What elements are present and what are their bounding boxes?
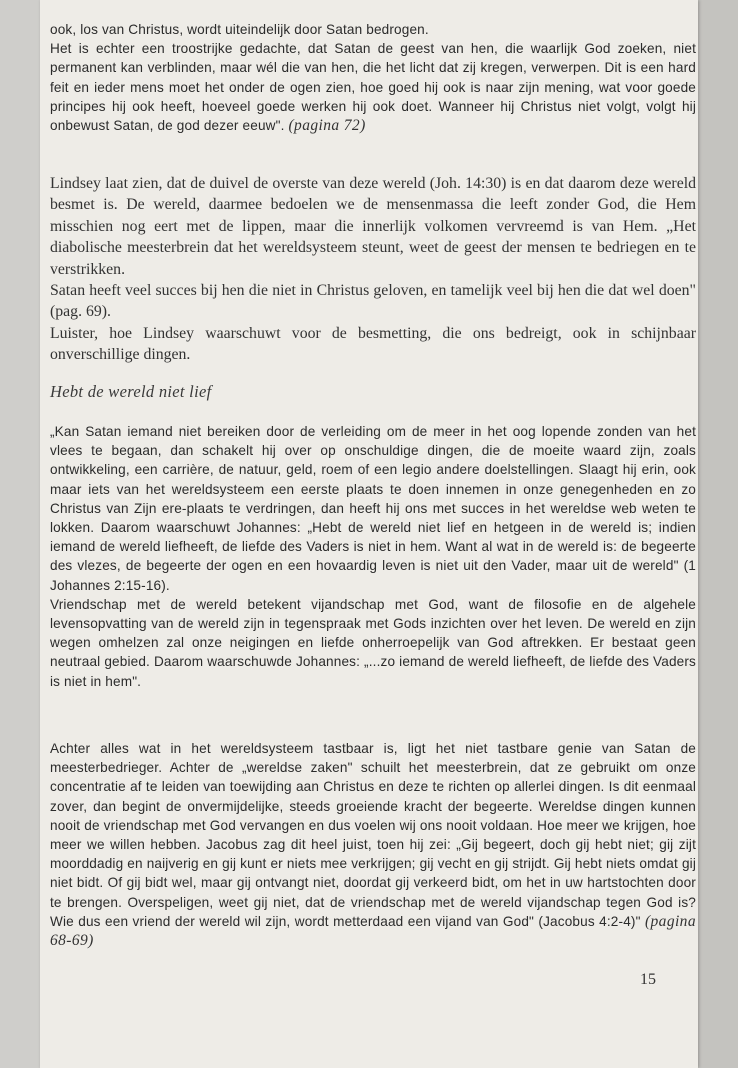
- body-paragraph-2: Satan heeft veel succes bij hen die niet in Christus geloven, en tamelijk veel bij hen die dat wel doen" (pag. 69).: [50, 282, 696, 321]
- body-text: [50, 173, 696, 366]
- quote-2-paragraph-2: Vriendschap met de wereld betekent vijandschap met God, want de filosofie en de algehele levensopvatting van de wereld zijn in tegenspraak met Gods inzichten over het leven. De wereld en zijn wegen omhelzen zal onze neigingen en liefde onherroepelijk van God aftrekken. Er bestaat geen neutraal gebied. Daarom waarschuwde Johannes: „...zo iemand de wereld liefheeft, de liefde des Vaders is niet in hem".: [50, 596, 696, 689]
- quote-1-paragraph-2: [50, 39, 696, 135]
- quote-3-citation: (pagina 68-69): [50, 912, 696, 950]
- scan-margin-right: [698, 0, 738, 1068]
- quote-1-paragraph-2-text: Het is echter een troostrijke gedachte, dat Satan de geest van hen, die waarlijk God zoeken, niet permanent kan verblinden, maar wél die van hen, die het licht dat zij kregen, verwerpen. Dit is een hard feit en ieder mens moet het onder de ogen zien, hoe goed hij ook is naar zijn mening, wat voor goede principes hij ook heeft, hoeveel goede werken hij ook doet. Wanneer hij Christus niet volgt, volgt hij onbewust Satan, de god dezer eeuw".: [50, 41, 696, 134]
- quote-3-text: Achter alles wat in het wereldsysteem tastbaar is, ligt het niet tastbare genie van Satan de meesterbedrieger. Achter de „wereldse zaken" schuilt het meesterbrein, dat ze gebruikt om onze concentratie af te leiden van toewijding aan Christus en deze te richten op allerlei dingen. Is dit eenmaal zover, dan begint de onvermijdelijke, steeds groeiende kracht der begeerte. Wereldse dingen kunnen nooit de vriendschap met God vervangen en dus voelen wij ons nooit voldaan. Hoe meer we krijgen, hoe meer we willen hebben. Jacobus zag dit heel juist, toen hij zei: „Gij begeert, doch gij hebt niet; gij zijt moorddadig en naijverig en gij kunt er niets mee verkrijgen; gij vecht en gij strijdt. Gij hebt niets omdat gij niet bidt. Of gij bidt wel, maar gij ontvangt niet, doordat gij verkeerd bidt, om het in uw hartstochten door te brengen. Overspeligen, weet gij niet, dat de vriendschap met de wereld vijandschap tegen God is? Wie dus een vriend der wereld wil zijn, wordt metterdaad een vijand van God" (Jacobus 4:2-4)": [50, 741, 696, 929]
- body-paragraph-3: Luister, hoe Lindsey waarschuwt voor de besmetting, die ons bedreigt, ook in schijnbaar onverschillige dingen.: [50, 324, 696, 364]
- quote-3-paragraph: [50, 739, 696, 950]
- quote-block-3: [50, 739, 696, 950]
- body-paragraph-1: Lindsey laat zien, dat de duivel de overste van deze wereld (Joh. 14:30) is en dat daarom deze wereld besmet is. De wereld, daarmee bedoelen we de mensenmassa die leeft zonder God, die Hem misschien nog eert met de lippen, maar die innerlijk volkomen vervreemd is van Hem. „Het diabolische meesterbrein dat het wereldsysteem steunt, weet de geest der mensen te bedriegen en te verstrikken.: [50, 175, 696, 278]
- quote-2-paragraph-1: „Kan Satan iemand niet bereiken door de verleiding om de meer in het oog lopende zonden van het vlees te begaan, dan schakelt hij over op onschuldige dingen, die de moeite waard zijn, zoals ontwikkeling, een carrière, de natuur, geld, roem of een legio andere doelstellingen. Slaagt hij erin, ook maar iets van het wereldsysteem een eerste plaats te doen innemen in onze genegenheden en zo Christus van Zijn ere-plaats te verdringen, dan heeft hij ons met succes in het wereldse web weten te lokken. Daarom waarschuwt Johannes: „Hebt de wereld niet lief en hetgeen in de wereld is; indien iemand de wereld liefheeft, de liefde des Vaders is niet in hem. Want al wat in de wereld is: de begeerte des vlezes, de begeerte der ogen en een hovaardig leven is niet uit den Vader, maar uit de wereld" (1 Johannes 2:15-16).: [50, 424, 696, 593]
- book-page: [40, 0, 698, 1068]
- scan-margin-left: [0, 0, 40, 1068]
- section-heading: Hebt de wereld niet lief: [50, 382, 212, 401]
- quote-block-1: [50, 20, 696, 135]
- quote-block-2: [50, 422, 696, 691]
- quote-1-citation: (pagina 72): [288, 117, 366, 135]
- page-number: 15: [640, 971, 656, 988]
- quote-1-paragraph-1: ook, los van Christus, wordt uiteindelijk door Satan bedrogen.: [50, 22, 429, 37]
